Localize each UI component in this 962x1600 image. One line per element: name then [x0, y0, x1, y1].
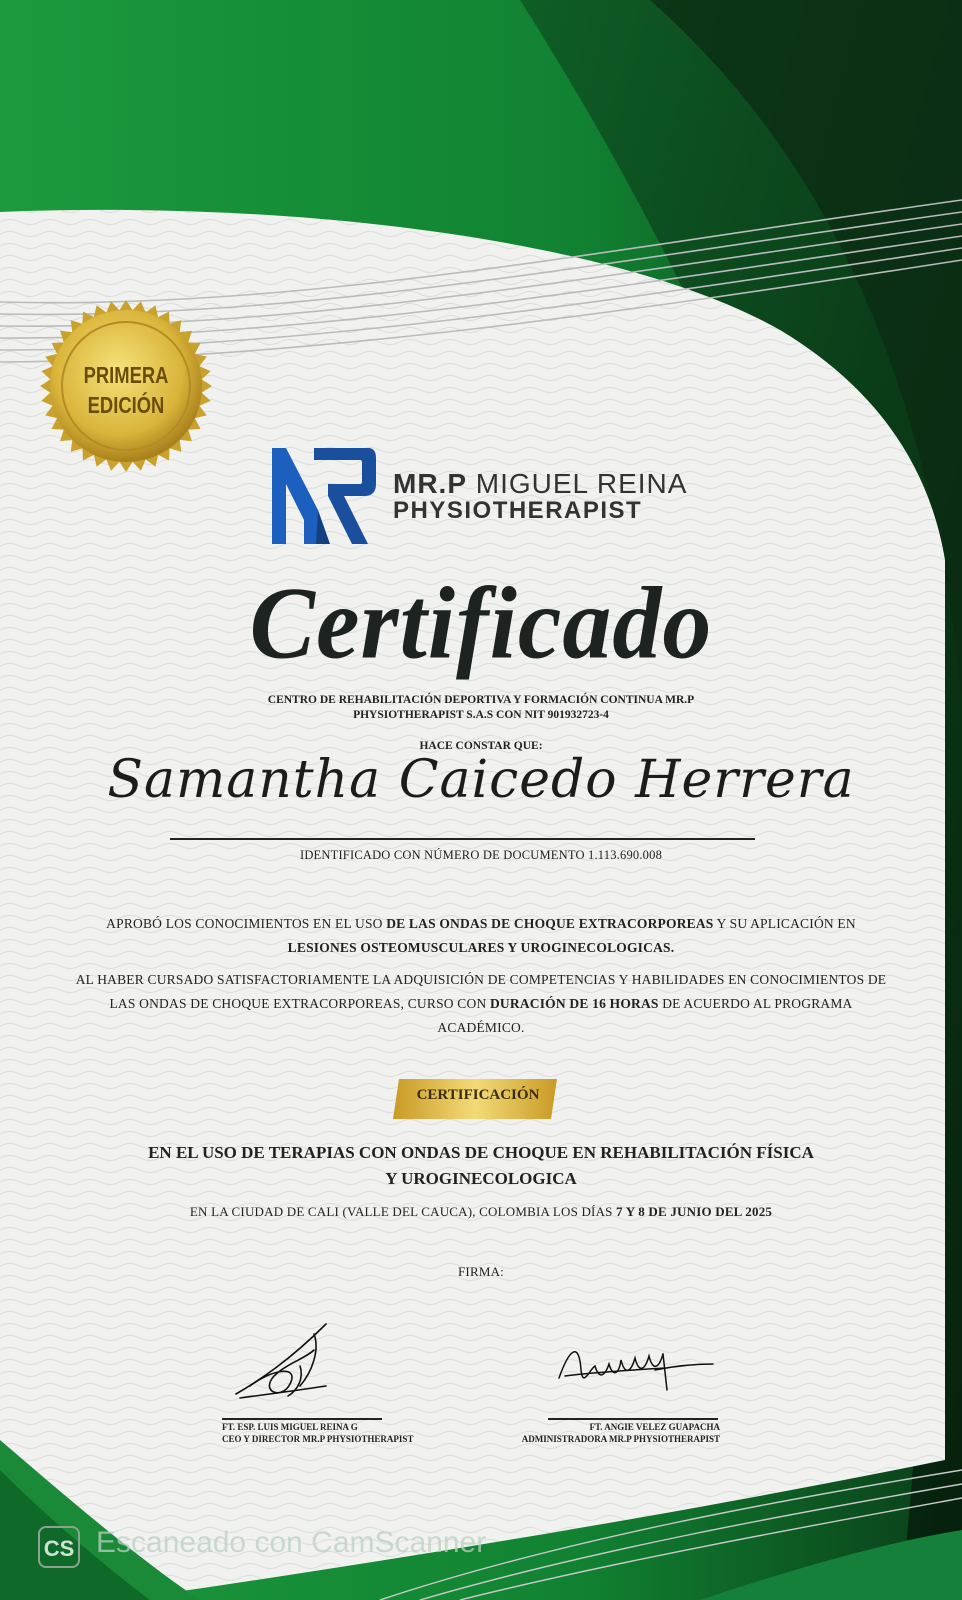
seal-line-1: PRIMERA [83, 362, 169, 388]
firma-label: FIRMA: [458, 1264, 504, 1279]
seal-text [57, 360, 195, 420]
p1-d: LESIONES OSTEOMUSCULARES Y UROGINECOLOGICAS. [287, 940, 675, 955]
signatory-2-role: ADMINISTRADORA MR.P PHYSIOTHERAPIST [521, 1434, 720, 1444]
paragraph-course [40, 968, 922, 1040]
paragraph-approval [40, 912, 922, 960]
camscanner-icon: CS [38, 1526, 80, 1568]
signature-2-handwriting [555, 1330, 715, 1410]
brand-rest: MIGUEL REINA [467, 468, 688, 499]
p2-line-3: ACADÉMICO. [437, 1020, 525, 1035]
brand-bold: MR.P [393, 468, 467, 499]
p1-a: APROBÓ LOS CONOCIMIENTOS EN EL USO [106, 916, 387, 931]
course-line-2: Y UROGINECOLOGICA [385, 1169, 577, 1188]
course-title [40, 1140, 922, 1192]
issuer-line-2: PHYSIOTHERAPIST S.A.S CON NIT 901932723-4 [353, 709, 609, 721]
mrp-logo-icon [272, 448, 376, 544]
signature-1-line [222, 1418, 382, 1420]
p2-c: DE ACUERDO AL PROGRAMA [658, 996, 853, 1011]
p2-a: LAS ONDAS DE CHOQUE EXTRACORPOREAS, CURSO CON [109, 996, 490, 1011]
issuer-line-1: CENTRO DE REHABILITACIÓN DEPORTIVA Y FORMACIÓN CONTINUA MR.P [267, 694, 695, 706]
recipient-name: Samantha Caicedo Herrera [107, 750, 855, 810]
signatory-1 [222, 1421, 413, 1445]
signatory-1-role: CEO Y DIRECTOR MR.P PHYSIOTHERAPIST [222, 1434, 414, 1444]
signatory-2-name: FT. ANGIE VELEZ GUAPACHA [589, 1422, 720, 1432]
location-b: 7 Y 8 DE JUNIO DEL 2025 [616, 1204, 773, 1219]
recipient-document: IDENTIFICADO CON NÚMERO DE DOCUMENTO 1.113.690.008 [299, 848, 663, 862]
p1-b: DE LAS ONDAS DE CHOQUE EXTRACORPOREAS [386, 916, 714, 931]
location-a: EN LA CIUDAD DE CALI (VALLE DEL CAUCA), COLOMBIA LOS DÍAS [189, 1204, 617, 1219]
signatory-2 [508, 1421, 720, 1445]
badge-label: CERTIFICACIÓN [416, 1087, 540, 1103]
brand-line-2: PHYSIOTHERAPIST [393, 497, 643, 524]
p2-b: DURACIÓN DE 16 HORAS [489, 996, 659, 1011]
course-line-1: EN EL USO DE TERAPIAS CON ONDAS DE CHOQUE EN REHABILITACIÓN FÍSICA [148, 1143, 814, 1162]
signatory-1-name: FT. ESP. LUIS MIGUEL REINA G [222, 1422, 358, 1432]
p2-line-1: AL HABER CURSADO SATISFACTORIAMENTE LA ADQUISICIÓN DE COMPETENCIAS Y HABILIDADES EN CONOCIMIENTOS DE [75, 972, 887, 987]
hace-constar: HACE CONSTAR QUE: [419, 740, 543, 752]
name-underline [170, 838, 755, 840]
issuer [0, 693, 962, 723]
seal-line-2: EDICIÓN [87, 392, 165, 418]
certificate-title: Certificado [249, 567, 713, 681]
brand-line-1 [393, 468, 687, 500]
signature-2-line [548, 1418, 718, 1420]
p1-c: Y SU APLICACIÓN EN [713, 916, 856, 931]
signature-1-handwriting [230, 1320, 350, 1404]
location-date [40, 1204, 922, 1220]
camscanner-watermark: Escaneado con CamScanner [96, 1526, 487, 1559]
